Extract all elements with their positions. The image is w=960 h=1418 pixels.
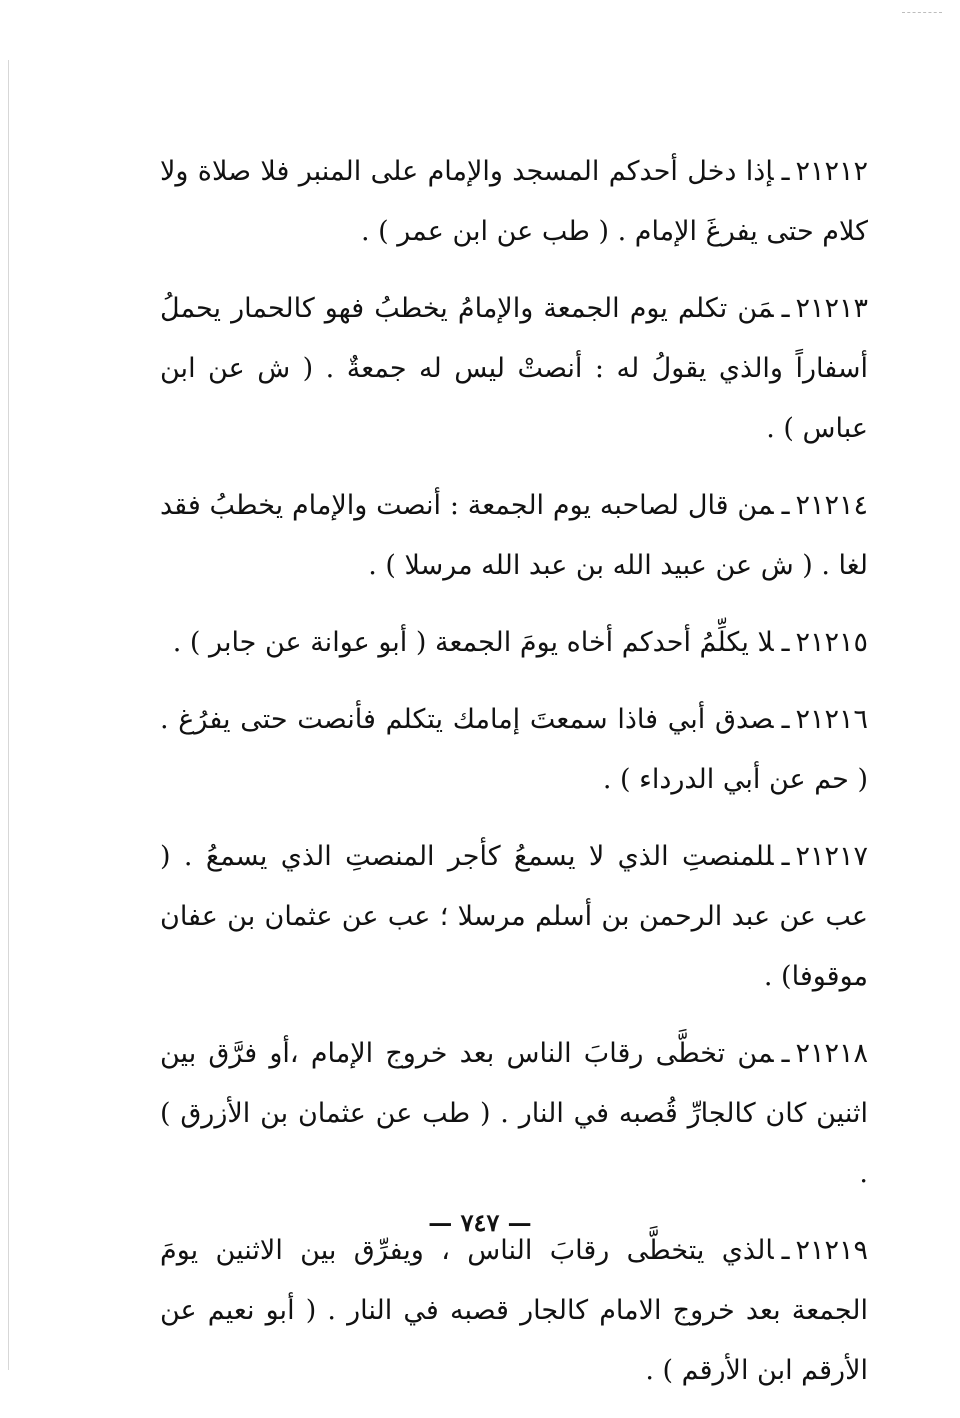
hadith-number: ٢١٢١٦ bbox=[795, 704, 868, 735]
hadith-text: من تخطَّى رقابَ الناس بعد خروج الإمام ،أو فرَّق بين اثنين كان كالجارِّ قُصبه في النار . ( طب عن عثمان بن الأزرق ) . bbox=[160, 1038, 868, 1189]
hadith-21213 bbox=[160, 279, 868, 459]
hadith-21215 bbox=[160, 613, 868, 673]
hadith-text: إذا دخل أحدكم المسجد والإمام على المنبر فلا صلاة ولا كلام حتى يفرغَ الإمام . ( طب عن ابن عمر ) . bbox=[160, 156, 868, 247]
hadith-number: ٢١٢١٤ bbox=[795, 490, 868, 521]
hadith-number: ٢١٢١٧ bbox=[795, 841, 868, 872]
hadith-21214 bbox=[160, 476, 868, 596]
hadith-21218 bbox=[160, 1024, 868, 1204]
hadith-dash: ـ bbox=[781, 293, 790, 324]
hadith-number: ٢١٢١٢ bbox=[795, 156, 868, 187]
hadith-dash: ـ bbox=[781, 1235, 790, 1266]
hadith-number: ٢١٢١٣ bbox=[795, 293, 868, 324]
hadith-text: مَن تكلم يوم الجمعة والإمامُ يخطبُ فهو كالحمار يحملُ أسفاراً والذي يقولُ له : أنصتْ ليس له جمعةٌ . ( ش عن ابن عباس ) . bbox=[160, 293, 868, 444]
hadith-number: ٢١٢١٩ bbox=[795, 1235, 868, 1266]
hadith-21212 bbox=[160, 142, 868, 262]
hadith-dash: ـ bbox=[781, 156, 790, 187]
hadith-dash: ـ bbox=[781, 627, 790, 658]
hadith-21216 bbox=[160, 690, 868, 810]
hadith-dash: ـ bbox=[781, 490, 790, 521]
hadith-dash: ـ bbox=[781, 1038, 790, 1069]
hadith-text: لا يكلِّمُ أحدكم أخاه يومَ الجمعة ( أبو عوانة عن جابر ) . bbox=[172, 627, 774, 658]
hadith-dash: ـ bbox=[781, 841, 790, 872]
page-number: — ٧٤٧ — bbox=[428, 1208, 532, 1237]
hadith-number: ٢١٢١٥ bbox=[795, 627, 868, 658]
scan-top-mark bbox=[902, 12, 942, 13]
hadith-text: الذي يتخطَّى رقابَ الناس ، ويفرِّق بين الاثنين يومَ الجمعة بعد خروج الامام كالجار قصبه في النار . ( أبو نعيم عن الأرقم ابن الأرقم ) . bbox=[160, 1235, 868, 1386]
hadith-dash: ـ bbox=[781, 704, 790, 735]
hadith-number: ٢١٢١٨ bbox=[795, 1038, 868, 1069]
hadith-21219 bbox=[160, 1221, 868, 1401]
hadith-text: للمنصتِ الذي لا يسمعُ كأجر المنصتِ الذي يسمعُ . ( عب عن عبد الرحمن بن أسلم مرسلا ؛ عب عن عثمان بن عفان موقوفا) . bbox=[160, 841, 868, 992]
hadith-text: صدق أبي فاذا سمعتَ إمامك يتكلم فأنصت حتى يفرُغ . ( حم عن أبي الدرداء ) . bbox=[160, 704, 868, 795]
hadith-text: من قال لصاحبه يوم الجمعة : أنصت والإمام يخطبُ فقد لغا . ( ش عن عبيد الله بن عبد الله مرسلا ) . bbox=[160, 490, 868, 581]
hadith-21217 bbox=[160, 827, 868, 1007]
scan-edge-line bbox=[8, 60, 9, 1370]
